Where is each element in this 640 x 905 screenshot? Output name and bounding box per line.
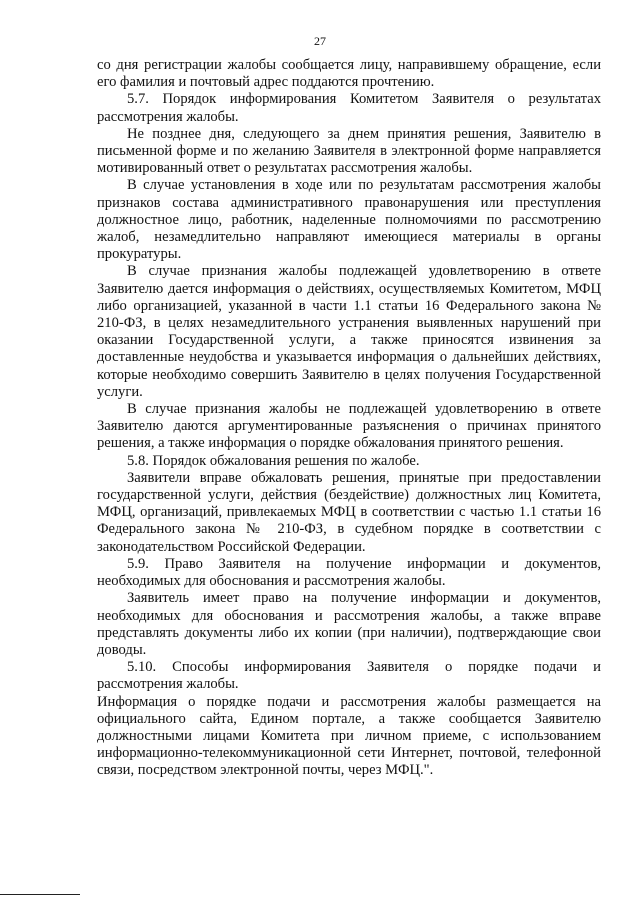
section-heading-5-7: 5.7. Порядок информирования Комитетом Заявителя о результатах рассмотрения жалобы. [97,91,601,125]
paragraph: Не позднее дня, следующего за днем принятия решения, Заявителю в письменной форме и по желанию Заявителя в электронной форме направляется мотивированный ответ о результатах рассмотрения жалобы. [97,125,601,177]
paragraph: В случае установления в ходе или по результатам рассмотрения жалобы признаков состава административного правонарушения или преступления должностное лицо, работник, наделенные полномочиями по рассмотрению жалоб, незамедлительно направляют имеющиеся материалы в органы прокуратуры. [97,177,601,263]
section-heading-5-8: 5.8. Порядок обжалования решения по жалобе. [127,452,420,469]
section-heading-5-9: 5.9. Право Заявителя на получение информации и документов, необходимых для обоснования и рассмотрения жалобы. [97,555,601,590]
page-number: 27 [314,34,326,48]
section-heading-5-10: 5.10. Способы информирования Заявителя о порядке подачи и рассмотрения жалобы. [97,659,601,693]
paragraph-continuation: со дня регистрации жалобы сообщается лицу, направившему обращение, если его фамилия и почтовый адрес поддаются прочтению. [97,57,601,91]
document-body [97,57,601,780]
paragraph: Заявитель имеет право на получение информации и документов, необходимых для обоснования и рассмотрения жалобы, а также вправе представлять документы либо их копии (при наличии), подтверждающие свои доводы. [97,590,601,658]
paragraph: В случае признания жалобы подлежащей удовлетворению в ответе Заявителю дается информация о действиях, осуществляемых Комитетом, МФЦ либо организацией, указанной в части 1.1 статьи 16 Федерального закона № 210-ФЗ, в целях незамедлительного устранения выявленных нарушений при оказании Государственной услуги, а также приносятся извинения за доставленные неудобства и указывается информация о дальнейших действиях, которые необходимо совершить Заявителю в целях получения Государственной услуги. [97,263,601,400]
paragraph: Заявители вправе обжаловать решения, принятые при предоставлении государственной услуги, действия (бездействие) должностных лиц Комитета, МФЦ, организаций, привлекаемых МФЦ в соответствии с частью 1.1 статьи 16 Федерального закона № 210-ФЗ, в судебном порядке в соответствии с законодательством Российской Федерации. [97,469,601,555]
footnote-divider [0,894,80,895]
paragraph: В случае признания жалобы не подлежащей удовлетворению в ответе Заявителю даются аргументированные разъяснения о причинах принятого решения, а также информация о порядке обжалования принятого решения. [97,401,601,452]
paragraph: Информация о порядке подачи и рассмотрения жалобы размещается на официального сайта, Едином портале, а также сообщается Заявителю должностными лицами Комитета при личном приеме, с использованием информационно-телекоммуникационной сети Интернет, почтовой, телефонной связи, посредством электронной почты, через МФЦ.". [97,693,601,779]
